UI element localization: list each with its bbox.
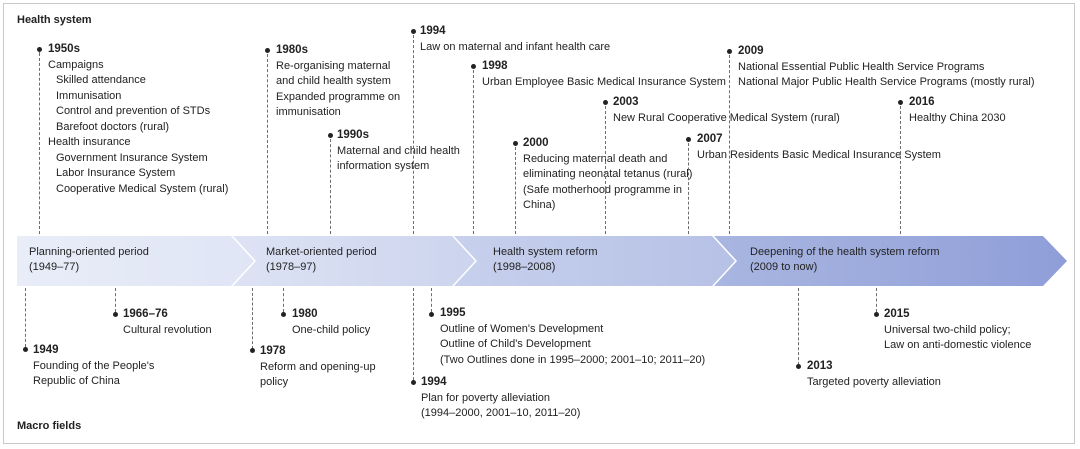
period-label-2 bbox=[266, 245, 377, 275]
event-dot bbox=[513, 141, 518, 146]
event-1980 bbox=[292, 307, 370, 338]
event-2016 bbox=[909, 95, 1006, 126]
text-line: Targeted poverty alleviation bbox=[807, 375, 941, 388]
connector-line bbox=[605, 106, 606, 234]
event-year: 2016 bbox=[909, 96, 935, 108]
connector-line bbox=[515, 147, 516, 234]
event-dot bbox=[411, 29, 416, 34]
event-year: 1994 bbox=[420, 25, 446, 37]
text-line: Founding of the People's bbox=[33, 359, 155, 372]
event-year: 1980 bbox=[292, 308, 318, 320]
event-year: 1978 bbox=[260, 345, 286, 357]
text-line: (Safe motherhood programme in bbox=[523, 183, 682, 196]
event-dot bbox=[281, 312, 286, 317]
event-year: 1990s bbox=[337, 129, 369, 141]
text-line: Barefoot doctors (rural) bbox=[56, 120, 170, 133]
event-year: 1966–76 bbox=[123, 308, 168, 320]
event-year: 2013 bbox=[807, 360, 833, 372]
event-dot bbox=[603, 100, 608, 105]
period-years: (1978–97) bbox=[266, 261, 317, 273]
text-line: Reform and opening-up bbox=[260, 360, 376, 373]
event-dot bbox=[471, 64, 476, 69]
event-year: 2003 bbox=[613, 96, 639, 108]
period-years: (1949–77) bbox=[29, 261, 80, 273]
event-dot bbox=[265, 48, 270, 53]
text-line: Campaigns bbox=[48, 58, 104, 71]
text-line: Cultural revolution bbox=[123, 323, 212, 336]
connector-line bbox=[267, 54, 268, 234]
event-text bbox=[48, 58, 228, 198]
text-line: Labor Insurance System bbox=[56, 167, 176, 179]
text-line: Immunisation bbox=[56, 89, 122, 102]
connector-line bbox=[798, 288, 799, 365]
text-line: Re-organising maternal bbox=[276, 59, 391, 72]
period-years: (1998–2008) bbox=[493, 261, 556, 273]
event-dot bbox=[727, 49, 732, 54]
event-1995 bbox=[440, 306, 705, 368]
event-dot bbox=[411, 380, 416, 385]
text-line: Health insurance bbox=[48, 136, 131, 148]
text-line: Urban Employee Basic Medical Insurance System bbox=[482, 75, 726, 88]
event-1949 bbox=[33, 343, 154, 390]
text-line: Cooperative Medical System (rural) bbox=[56, 182, 229, 195]
text-line: Law on anti-domestic violence bbox=[884, 339, 1032, 351]
event-dot bbox=[23, 347, 28, 352]
event-year: 1980s bbox=[276, 44, 308, 56]
connector-line bbox=[729, 55, 730, 234]
event-dot bbox=[898, 100, 903, 105]
text-line: Republic of China bbox=[33, 375, 120, 387]
event-1998 bbox=[482, 59, 726, 90]
event-1994-macro bbox=[421, 375, 580, 422]
event-year: 2015 bbox=[884, 308, 910, 320]
event-dot bbox=[429, 312, 434, 317]
period-label-1 bbox=[29, 245, 149, 275]
event-year: 2007 bbox=[697, 133, 723, 145]
period-years: (2009 to now) bbox=[750, 261, 818, 273]
event-year: 1995 bbox=[440, 307, 466, 319]
event-2013 bbox=[807, 359, 941, 390]
text-line: China) bbox=[523, 199, 556, 211]
text-line: National Essential Public Health Service Programs bbox=[738, 60, 985, 73]
connector-line bbox=[25, 288, 26, 347]
event-2009 bbox=[738, 44, 1034, 91]
text-line: policy bbox=[260, 376, 289, 388]
connector-line bbox=[473, 70, 474, 234]
event-year: 2000 bbox=[523, 137, 549, 149]
text-line: Control and prevention of STDs bbox=[56, 105, 211, 117]
period-name: Deepening of the health system reform bbox=[750, 246, 940, 258]
event-1994-health bbox=[420, 24, 610, 55]
text-line: immunisation bbox=[276, 106, 341, 118]
connector-line bbox=[330, 139, 331, 234]
event-1978 bbox=[260, 344, 376, 391]
event-dot bbox=[874, 312, 879, 317]
event-dot bbox=[796, 364, 801, 369]
text-line: (1994–2000, 2001–10, 2011–20) bbox=[421, 407, 581, 419]
event-year: 1949 bbox=[33, 344, 59, 356]
text-line: (Two Outlines done in 1995–2000; 2001–10; 2011–20) bbox=[440, 353, 706, 366]
connector-line bbox=[115, 288, 116, 312]
event-year: 2009 bbox=[738, 45, 764, 57]
text-line: Outline of Child's Development bbox=[440, 338, 591, 350]
text-line: eliminating neonatal tetanus (rural) bbox=[523, 168, 693, 180]
connector-line bbox=[413, 288, 414, 380]
connector-line bbox=[900, 106, 901, 234]
event-dot bbox=[328, 133, 333, 138]
connector-line bbox=[413, 35, 414, 234]
text-line: New Rural Cooperative Medical System (rural) bbox=[613, 111, 840, 124]
period-label-3 bbox=[493, 245, 598, 275]
event-1966-76 bbox=[123, 307, 212, 338]
connector-line bbox=[39, 53, 40, 234]
text-line: National Major Public Health Service Programs (mostly rural) bbox=[738, 76, 1035, 88]
text-line: Outline of Women's Development bbox=[440, 322, 604, 335]
event-dot bbox=[686, 137, 691, 142]
period-name: Planning-oriented period bbox=[29, 246, 149, 258]
event-2007 bbox=[697, 132, 941, 163]
event-1950s bbox=[48, 42, 228, 197]
connector-line bbox=[431, 288, 432, 312]
period-label-4 bbox=[750, 245, 940, 275]
text-line: Law on maternal and infant health care bbox=[420, 40, 611, 53]
event-2015 bbox=[884, 307, 1031, 354]
period-name: Market-oriented period bbox=[266, 246, 377, 258]
text-line: Healthy China 2030 bbox=[909, 111, 1006, 124]
event-2003 bbox=[613, 95, 840, 126]
event-year: 1994 bbox=[421, 376, 447, 388]
text-line: Expanded programme on bbox=[276, 90, 401, 103]
connector-line bbox=[688, 143, 689, 234]
text-line: Universal two-child policy; bbox=[884, 323, 1011, 336]
event-2000 bbox=[523, 136, 692, 214]
text-line: Urban Residents Basic Medical Insurance System bbox=[697, 148, 941, 161]
connector-line bbox=[252, 288, 253, 349]
text-line: One-child policy bbox=[292, 323, 371, 336]
text-line: Maternal and child health bbox=[337, 144, 460, 157]
event-1990s bbox=[337, 128, 460, 175]
text-line: and child health system bbox=[276, 75, 391, 87]
period-name: Health system reform bbox=[493, 246, 598, 258]
text-line: information system bbox=[337, 160, 430, 172]
event-dot bbox=[113, 312, 118, 317]
text-line: Reducing maternal death and bbox=[523, 152, 668, 165]
text-line: Plan for poverty alleviation bbox=[421, 391, 551, 404]
macro-fields-title: Macro fields bbox=[17, 420, 82, 432]
event-year: 1950s bbox=[48, 43, 80, 55]
event-dot bbox=[250, 348, 255, 353]
connector-line bbox=[876, 288, 877, 312]
text-line: Government Insurance System bbox=[56, 151, 208, 164]
event-year: 1998 bbox=[482, 60, 508, 72]
connector-line bbox=[283, 288, 284, 312]
event-1980s bbox=[276, 43, 400, 121]
health-system-title: Health system bbox=[17, 14, 92, 26]
text-line: Skilled attendance bbox=[56, 74, 146, 86]
